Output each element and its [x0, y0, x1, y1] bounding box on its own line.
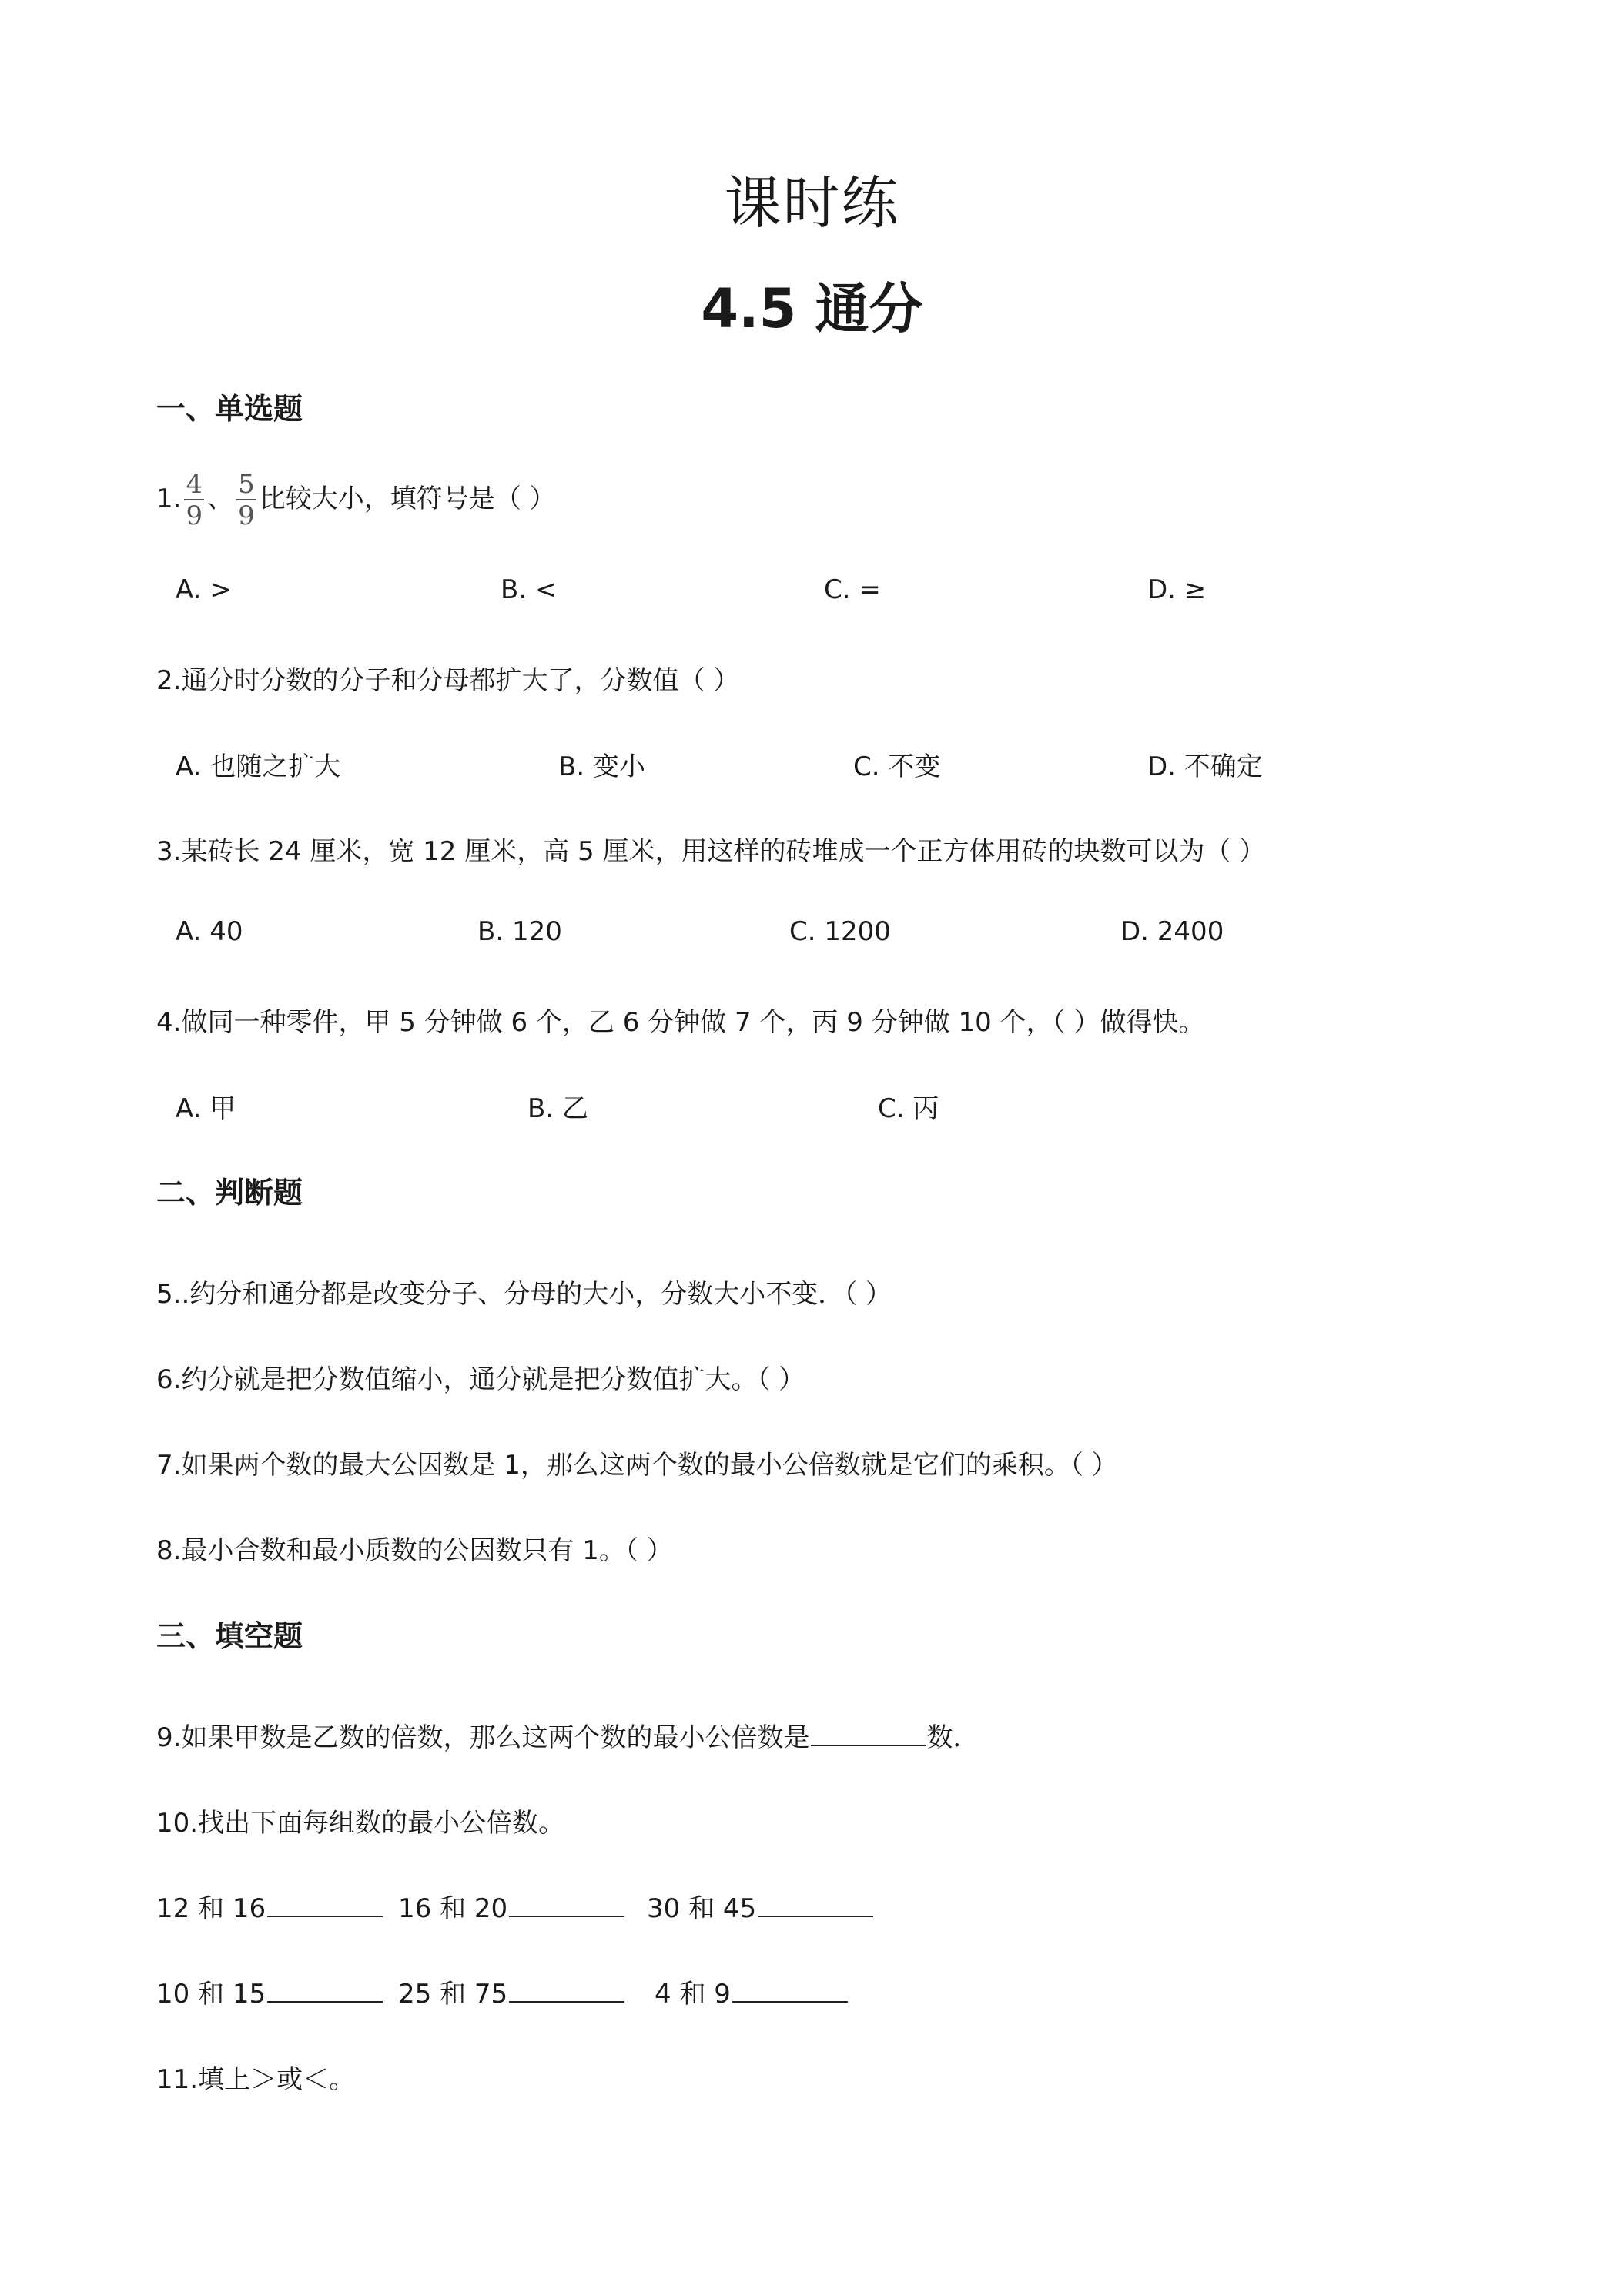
answer-blank[interactable]	[267, 1893, 383, 1917]
lcm-pair: 12 和 16	[156, 1893, 266, 1924]
lcm-pair: 16 和 20	[398, 1893, 508, 1924]
answer-blank[interactable]	[267, 1978, 383, 2003]
lcm-pair: 4 和 9	[655, 1979, 731, 2010]
fraction-5-9-numerator: 5	[238, 469, 255, 500]
question-11: 11.填上＞或＜。	[156, 2064, 356, 2095]
question-5: 5..约分和通分都是改变分子、分母的大小，分数大小不变．（ ）	[156, 1279, 892, 1310]
section-heading-true-false: 二、判断题	[156, 1176, 303, 1210]
lcm-item	[655, 1973, 848, 2010]
answer-blank[interactable]	[732, 1978, 848, 2003]
q4-option-a: A. 甲	[176, 1093, 236, 1124]
fraction-4-9-numerator: 4	[186, 469, 203, 500]
lcm-item	[156, 1973, 383, 2010]
question-9-suffix: 数．	[926, 1722, 979, 1753]
lcm-item	[647, 1887, 873, 1925]
question-7: 7.如果两个数的最大公因数是 1，那么这两个数的最小公倍数就是它们的乘积。（ ）	[156, 1450, 1118, 1481]
q1-option-d: D. ≥	[1147, 574, 1207, 605]
q2-option-c: C. 不变	[853, 751, 941, 782]
q4-option-c: C. 丙	[878, 1093, 939, 1124]
q3-option-b: B. 120	[477, 916, 562, 947]
section-heading-fill-in: 三、填空题	[156, 1619, 303, 1653]
q2-option-a: A. 也随之扩大	[176, 751, 341, 782]
question-1-number: 1.	[156, 484, 182, 514]
lcm-pair: 10 和 15	[156, 1979, 266, 2010]
section-heading-single-choice: 一、单选题	[156, 392, 303, 426]
answer-blank[interactable]	[811, 1722, 926, 1746]
lesson-subtitle: 4.5 通分	[701, 277, 923, 340]
q3-option-a: A. 40	[176, 916, 243, 947]
q1-option-c: C. =	[824, 574, 881, 605]
question-1	[156, 471, 556, 529]
question-9-text: 9.如果甲数是乙数的倍数，那么这两个数的最小公倍数是	[156, 1722, 810, 1753]
q3-option-d: D. 2400	[1120, 916, 1224, 947]
question-4: 4.做同一种零件，甲 5 分钟做 6 个，乙 6 分钟做 7 个，丙 9 分钟做 10 个，（ ）做得快。	[156, 1007, 1205, 1038]
question-1-separator: 、	[207, 484, 234, 514]
fraction-5-9-denominator: 9	[238, 500, 255, 531]
question-1-text: 比较大小，填符号是（ ）	[259, 484, 556, 514]
lcm-item	[156, 1887, 383, 1925]
question-10: 10.找出下面每组数的最小公倍数。	[156, 1808, 565, 1839]
question-2: 2.通分时分数的分子和分母都扩大了，分数值（ ）	[156, 665, 740, 696]
question-9	[156, 1716, 979, 1754]
fraction-4-9-denominator: 9	[186, 500, 203, 531]
q1-option-a: A. >	[176, 574, 232, 605]
lcm-pair: 25 和 75	[398, 1979, 508, 2010]
lcm-item	[398, 1887, 624, 1925]
answer-blank[interactable]	[509, 1978, 624, 2003]
q4-option-b: B. 乙	[527, 1093, 588, 1124]
q2-option-d: D. 不确定	[1147, 751, 1263, 782]
lcm-item	[398, 1973, 624, 2010]
answer-blank[interactable]	[758, 1893, 873, 1917]
q3-option-c: C. 1200	[789, 916, 891, 947]
worksheet-title: 课时练	[724, 170, 900, 236]
fraction-5-9	[236, 471, 256, 529]
question-8: 8.最小合数和最小质数的公因数只有 1。（ ）	[156, 1535, 673, 1566]
question-6: 6.约分就是把分数值缩小，通分就是把分数值扩大。（ ）	[156, 1364, 805, 1395]
answer-blank[interactable]	[509, 1893, 624, 1917]
q1-option-b: B. <	[501, 574, 558, 605]
q2-option-b: B. 变小	[558, 751, 645, 782]
lcm-pair: 30 和 45	[647, 1893, 757, 1924]
fraction-4-9	[184, 471, 204, 529]
question-3: 3.某砖长 24 厘米，宽 12 厘米，高 5 厘米，用这样的砖堆成一个正方体用砖的块数可以为（ ）	[156, 836, 1266, 867]
